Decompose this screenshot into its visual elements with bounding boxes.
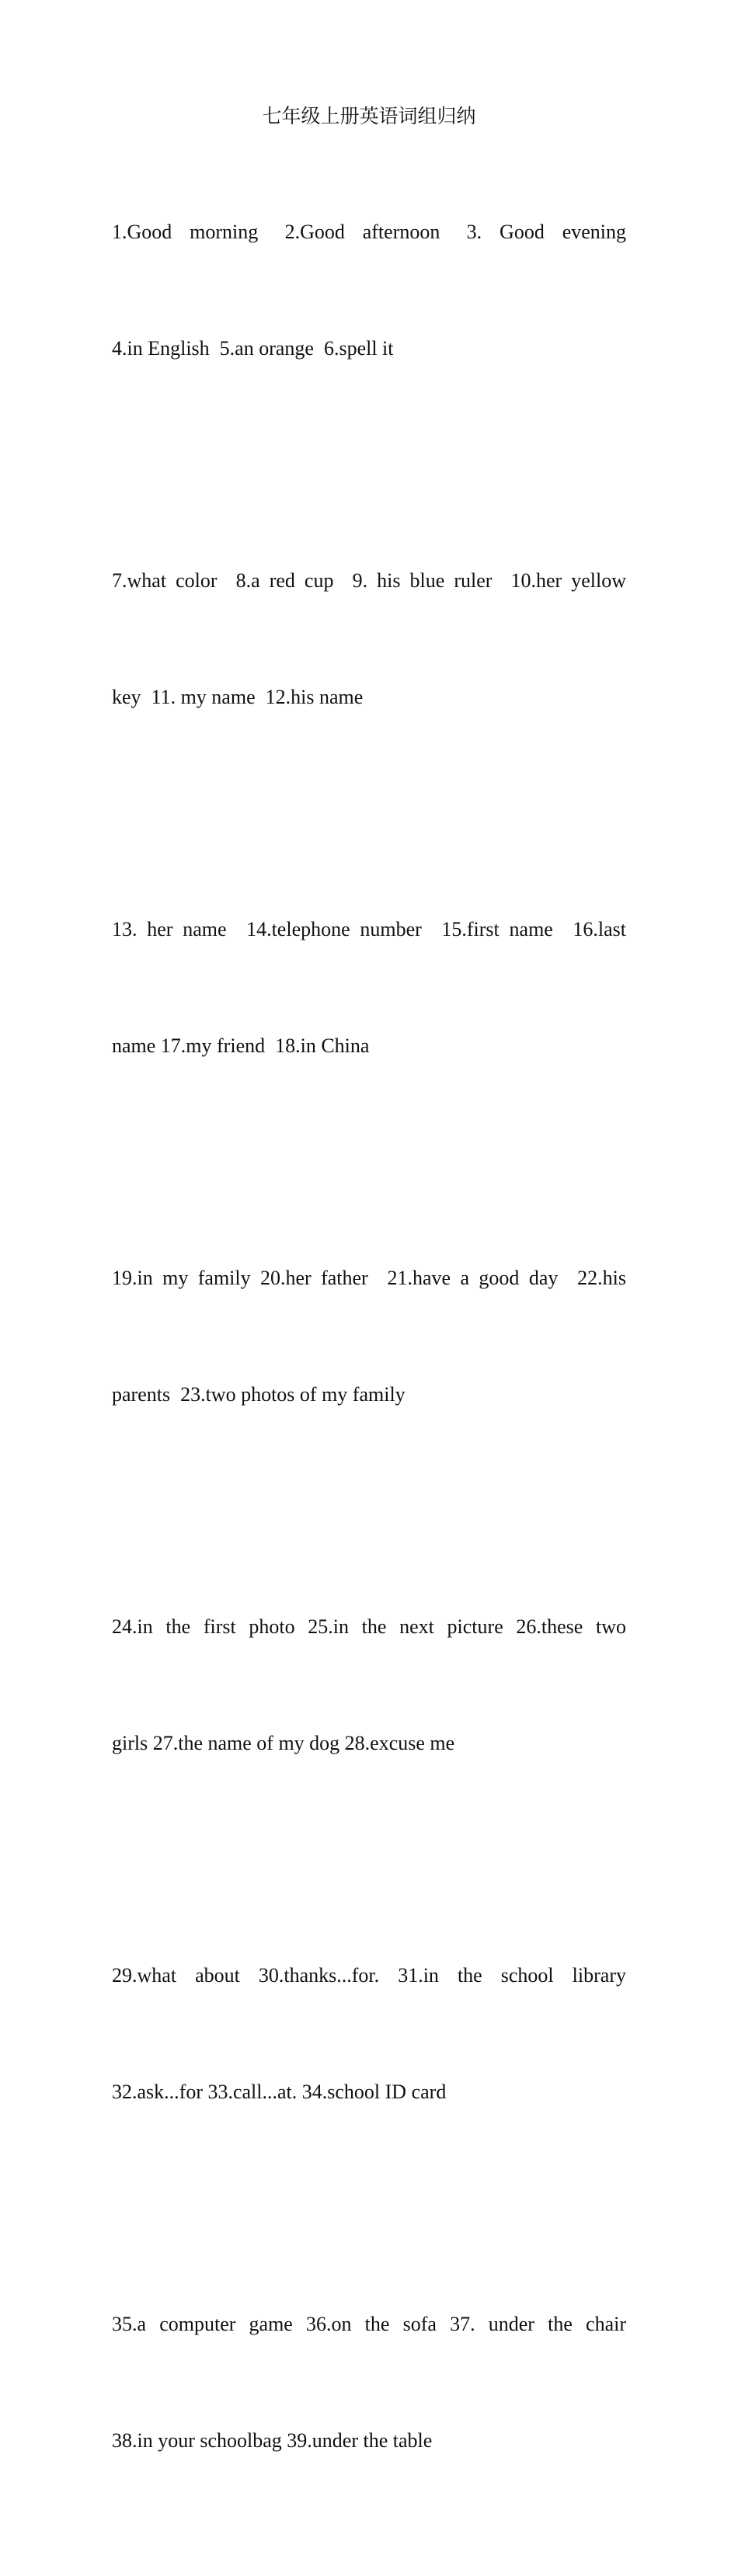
paragraph-line: 29.what about 30.thanks...for. 31.in the school library [112,1964,626,1987]
paragraph-line: 7.what color 8.a red cup 9. his blue ruler 10.her yellow [112,569,626,592]
paragraph-line: 35.a computer game 36.on the sofa 37. under the chair [112,2313,626,2335]
phrase-paragraph-6 [112,1879,626,2189]
paragraph-line: 4.in English 5.an orange 6.spell it [112,337,394,360]
paragraph-line: parents 23.two photos of my family [112,1383,406,1406]
phrase-paragraph-1 [112,135,626,446]
paragraph-line: 13. her name 14.telephone number 15.first name 16.last [112,918,626,940]
phrase-paragraph-7 [112,2227,626,2538]
phrase-list [112,135,626,2576]
phrase-paragraph-4 [112,1181,626,1492]
phrase-paragraph-2 [112,484,626,794]
paragraph-line: 19.in my family 20.her father 21.have a good day 22.his [112,1267,626,1289]
phrase-paragraph-3 [112,833,626,1143]
paragraph-line: 38.in your schoolbag 39.under the table [112,2429,433,2452]
paragraph-line: girls 27.the name of my dog 28.excuse me [112,1732,455,1754]
paragraph-line: 24.in the first photo 25.in the next picture 26.these two [112,1615,626,1638]
phrase-paragraph-5 [112,1530,626,1841]
paragraph-line: key 11. my name 12.his name [112,686,364,708]
paragraph-line: 1.Good morning 2.Good afternoon 3. Good evening [112,221,626,243]
page-title: 七年级上册英语词组归纳 [262,105,476,127]
paragraph-line: 32.ask...for 33.call...at. 34.school ID card [112,2081,447,2103]
paragraph-line: name 17.my friend 18.in China [112,1034,370,1057]
